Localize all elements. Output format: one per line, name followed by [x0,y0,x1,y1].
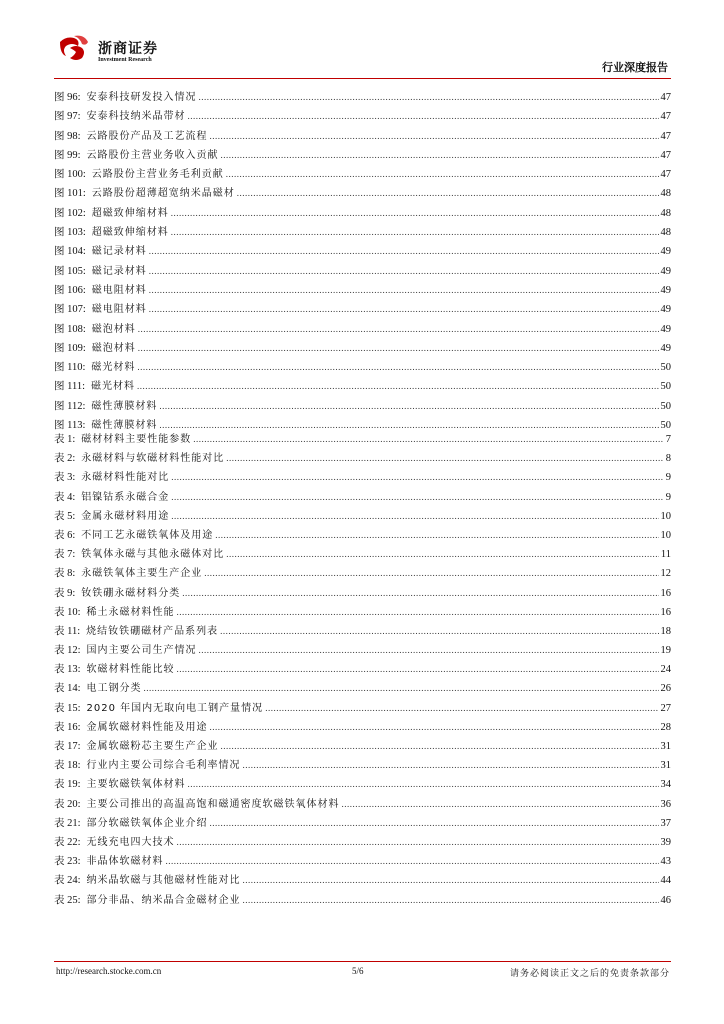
table-entry-page: 19 [660,645,671,657]
figure-entry-title: 云路股份产品及工艺流程 [86,130,208,142]
dot-leader [144,683,659,693]
figure-entry-title: 磁光材料 [91,381,136,393]
figure-entry-title: 磁泡材料 [91,342,136,354]
figure-entry-page: 50 [660,381,671,393]
table-entry-label: 表 7: [54,549,76,561]
table-entry-page: 27 [660,702,671,714]
table-entry-page: 8 [665,453,671,465]
dot-leader [138,343,659,353]
table-entry-page: 24 [660,664,671,676]
table-entry-page: 7 [665,434,671,445]
figure-entry-label: 图 102: [54,207,86,219]
table-entry-label: 表 24: [54,875,81,887]
table-entry-page: 31 [660,741,671,752]
table-entry-title: 电工钢分类 [86,683,142,695]
dot-leader [159,401,658,411]
dot-leader [171,472,663,482]
table-entry[interactable] [54,622,671,641]
table-entry-title: 纳米晶软磁与其他磁材性能对比 [86,875,241,887]
figure-entry[interactable] [54,223,671,242]
table-entry-label: 表 8: [54,568,76,580]
dot-leader [149,246,659,256]
figure-entry-page: 49 [660,265,671,277]
table-entry-label: 表 12: [54,645,81,657]
table-entry[interactable] [54,603,671,622]
figure-entry-title: 超磁致伸缩材料 [91,227,169,239]
figure-entry[interactable] [54,377,671,396]
figure-entry-page: 50 [660,420,671,432]
figure-entry-title: 磁性薄膜材料 [91,420,158,432]
dot-leader [182,588,658,598]
table-entry-title: 部分非晶、纳米晶合金磁材企业 [86,894,241,906]
table-entry[interactable] [54,449,671,468]
table-entry-label: 表 18: [54,760,81,772]
table-entry-title: 金属软磁粉芯主要生产企业 [86,741,219,752]
figure-entry-page: 48 [660,227,671,239]
dot-leader [199,92,659,102]
footer-url: http://research.stocke.com.cn [56,966,162,976]
table-entry[interactable] [54,699,671,718]
figure-entry-title: 磁性薄膜材料 [91,400,158,412]
table-entry[interactable] [54,795,671,814]
dot-leader [149,266,659,276]
table-entry-label: 表 15: [54,702,81,714]
dot-leader [265,703,658,713]
table-entry[interactable] [54,891,671,910]
figure-entry-label: 图 111: [54,381,86,393]
figure-entry-label: 图 112: [54,400,86,412]
dot-leader [226,453,663,463]
table-entry-page: 10 [660,529,671,541]
figure-entry-title: 云路股份超薄超宽纳米晶磁材 [91,188,235,200]
dot-leader [171,492,663,502]
dot-leader [237,188,659,198]
table-entry-label: 表 6: [54,529,76,541]
brand-name-en: Investment Research [98,57,152,63]
table-entry-title: 不同工艺永磁铁氧体及用途 [81,529,214,541]
dot-leader [137,362,658,372]
table-entry[interactable] [54,775,671,794]
figure-entry-title: 磁电阻材料 [91,304,147,316]
figure-entry[interactable] [54,358,671,377]
table-entry-title: 钕铁硼永磁材料分类 [81,587,181,599]
table-entry[interactable] [54,756,671,775]
table-entry-label: 表 21: [54,817,81,829]
figure-entry[interactable] [54,339,671,358]
dot-leader [171,511,658,521]
dot-leader [226,549,659,559]
figure-entry[interactable] [54,184,671,203]
figure-entry-label: 图 106: [54,284,86,296]
figure-entry[interactable] [54,107,671,126]
dot-leader [243,760,659,770]
table-entry[interactable] [54,584,671,603]
table-entry-label: 表 5: [54,510,76,522]
figure-entry-title: 磁电阻材料 [91,284,147,296]
figure-entry-page: 48 [660,207,671,219]
dot-leader [342,799,659,809]
dot-leader [149,285,659,295]
table-entry-title: 永磁铁氧体主要生产企业 [81,568,203,580]
dot-leader [137,381,658,391]
table-entry-title: 无线充电四大技术 [86,836,175,848]
dot-leader [193,434,663,444]
table-entry-page: 9 [665,472,671,484]
table-entry-page: 44 [660,875,671,887]
figure-entry-title: 超磁致伸缩材料 [91,207,169,219]
dot-leader [210,818,659,828]
dot-leader [171,227,659,237]
table-entry[interactable] [54,871,671,890]
table-entry-page: 9 [665,491,671,503]
table-entry-page: 34 [660,779,671,791]
figure-entry-page: 49 [660,246,671,258]
table-entry[interactable] [54,564,671,583]
table-entry[interactable] [54,852,671,871]
footer-divider [54,961,671,962]
table-entry[interactable] [54,641,671,660]
figure-entry-label: 图 109: [54,342,86,354]
figure-entry-label: 图 108: [54,323,86,335]
table-entry-label: 表 4: [54,491,76,503]
figure-entry-title: 安泰科技研发投入情况 [86,92,197,103]
table-entry-page: 36 [660,798,671,810]
table-entry[interactable] [54,468,671,487]
table-entry-page: 39 [660,836,671,848]
figure-entry[interactable] [54,300,671,319]
table-entry-page: 12 [660,568,671,580]
figure-entry-label: 图 105: [54,265,86,277]
table-entry-label: 表 16: [54,721,81,733]
table-entry-label: 表 9: [54,587,76,599]
table-entry-title: 永磁材料与软磁材料性能对比 [81,453,225,465]
report-type-label: 行业深度报告 [602,61,668,74]
table-entry-page: 18 [660,625,671,637]
dot-leader [215,530,658,540]
page-header [0,0,724,80]
table-entry-label: 表 17: [54,741,81,752]
table-entry-title: 国内主要公司生产情况 [86,645,197,657]
figure-entry-page: 48 [660,188,671,200]
table-entry-title: 磁材材料主要性能参数 [81,434,192,445]
figure-entry[interactable] [54,165,671,184]
table-entry-title: 软磁材料性能比较 [86,664,175,676]
table-entry-page: 46 [660,894,671,906]
table-entry-label: 表 19: [54,779,81,791]
table-entry-page: 28 [660,721,671,733]
figure-entry-label: 图 101: [54,188,86,200]
dot-leader [243,895,659,905]
table-entry-title: 部分软磁铁氧体企业介绍 [86,817,208,829]
brand-name-cn: 浙商证券 [98,41,158,57]
dot-leader [138,324,659,334]
dot-leader [159,420,658,430]
table-entry-title: 金属永磁材料用途 [81,510,170,522]
figure-entry-page: 50 [660,362,671,374]
figure-entry[interactable] [54,242,671,261]
figure-entry-title: 磁泡材料 [91,323,136,335]
table-entry-title: 行业内主要公司综合毛利率情况 [86,760,241,772]
figure-entry-page: 47 [660,169,671,181]
figure-entry-page: 47 [660,92,671,103]
table-index-list [54,430,671,910]
table-entry-label: 表 25: [54,894,81,906]
dot-leader [210,131,659,141]
figure-entry-label: 图 98: [54,130,81,142]
figure-entry-page: 47 [660,111,671,123]
figure-entry[interactable] [54,204,671,223]
table-entry[interactable] [54,737,671,756]
figure-entry-page: 49 [660,323,671,335]
table-entry-page: 43 [660,856,671,868]
table-entry-title: 稀土永磁材料性能 [86,606,175,618]
table-entry[interactable] [54,833,671,852]
dot-leader [210,722,659,732]
table-entry[interactable] [54,545,671,564]
dot-leader [177,664,659,674]
figure-entry[interactable] [54,397,671,416]
dot-leader [177,607,659,617]
figure-entry[interactable] [54,281,671,300]
table-entry-page: 37 [660,817,671,829]
table-entry-label: 表 2: [54,453,76,465]
table-entry-title: 2020 年国内无取向电工钢产量情况 [86,702,264,714]
dot-leader [221,150,659,160]
figure-entry-label: 图 97: [54,111,81,123]
table-entry[interactable] [54,430,671,449]
table-entry-title: 铝镍钴系永磁合金 [81,491,170,503]
figure-entry-label: 图 110: [54,362,86,374]
figure-entry-label: 图 99: [54,149,81,161]
figure-entry-page: 47 [660,149,671,161]
dot-leader [226,169,659,179]
table-entry[interactable] [54,526,671,545]
dot-leader [243,875,659,885]
table-entry-page: 16 [660,587,671,599]
footer-disclaimer: 请务必阅读正文之后的免责条款部分 [509,969,670,979]
figure-entry-label: 图 113: [54,420,86,432]
figure-entry[interactable] [54,320,671,339]
figure-entry-title: 云路股份主营业务收入贡献 [86,149,219,161]
figure-entry[interactable] [54,127,671,146]
table-entry-label: 表 3: [54,472,76,484]
table-entry-title: 金属软磁材料性能及用途 [86,721,208,733]
table-entry-page: 16 [660,606,671,618]
figure-entry-page: 49 [660,304,671,316]
table-entry[interactable] [54,488,671,507]
table-entry[interactable] [54,718,671,737]
dot-leader [221,741,659,751]
table-entry-label: 表 10: [54,606,81,618]
dot-leader [166,856,659,866]
zheshang-logo-icon [56,34,92,64]
table-entry-title: 主要公司推出的高温高饱和磁通密度软磁铁氧体材料 [86,798,340,810]
figure-entry-title: 磁光材料 [91,362,136,374]
dot-leader [188,779,659,789]
figure-entry-title: 云路股份主营业务毛利贡献 [91,169,224,181]
table-entry[interactable] [54,507,671,526]
table-entry[interactable] [54,814,671,833]
figure-entry-label: 图 104: [54,246,86,258]
figure-entry[interactable] [54,146,671,165]
table-entry-page: 26 [660,683,671,695]
dot-leader [171,208,659,218]
table-entry-title: 非晶体软磁材料 [86,856,164,868]
dot-leader [177,837,659,847]
table-entry-label: 表 20: [54,798,81,810]
table-entry-label: 表 23: [54,856,81,868]
table-entry-label: 表 22: [54,836,81,848]
dot-leader [188,111,659,121]
table-entry-label: 表 11: [54,625,81,637]
dot-leader [199,645,659,655]
figure-entry-title: 磁记录材料 [91,265,147,277]
figure-entry-label: 图 96: [54,92,81,103]
figure-entry-page: 50 [660,400,671,412]
figure-entry[interactable] [54,262,671,281]
figure-entry-page: 47 [660,130,671,142]
header-divider [54,78,671,79]
table-entry-label: 表 1: [54,434,76,445]
figure-entry[interactable] [54,88,671,107]
figure-entry-page: 49 [660,342,671,354]
figure-entry-page: 49 [660,284,671,296]
table-entry-title: 烧结钕铁硼磁材产品系列表 [86,625,219,637]
figure-entry-label: 图 103: [54,227,86,239]
figure-entry-label: 图 100: [54,169,86,181]
table-entry-title: 铁氧体永磁与其他永磁体对比 [81,549,225,561]
table-entry-page: 11 [660,549,671,561]
figure-entry-label: 图 107: [54,304,86,316]
figure-entry-title: 磁记录材料 [91,246,147,258]
table-entry-label: 表 14: [54,683,81,695]
table-entry-title: 主要软磁铁氧体材料 [86,779,186,791]
table-entry-page: 10 [660,510,671,522]
table-entry[interactable] [54,660,671,679]
table-entry-page: 31 [660,760,671,772]
figure-index-list [54,88,671,435]
dot-leader [149,304,659,314]
dot-leader [204,568,658,578]
table-entry-title: 永磁材料性能对比 [81,472,170,484]
figure-entry-title: 安泰科技纳米晶带材 [86,111,186,123]
table-entry[interactable] [54,679,671,698]
table-entry-label: 表 13: [54,664,81,676]
footer-page-number: 5/6 [352,966,364,976]
dot-leader [220,626,658,636]
